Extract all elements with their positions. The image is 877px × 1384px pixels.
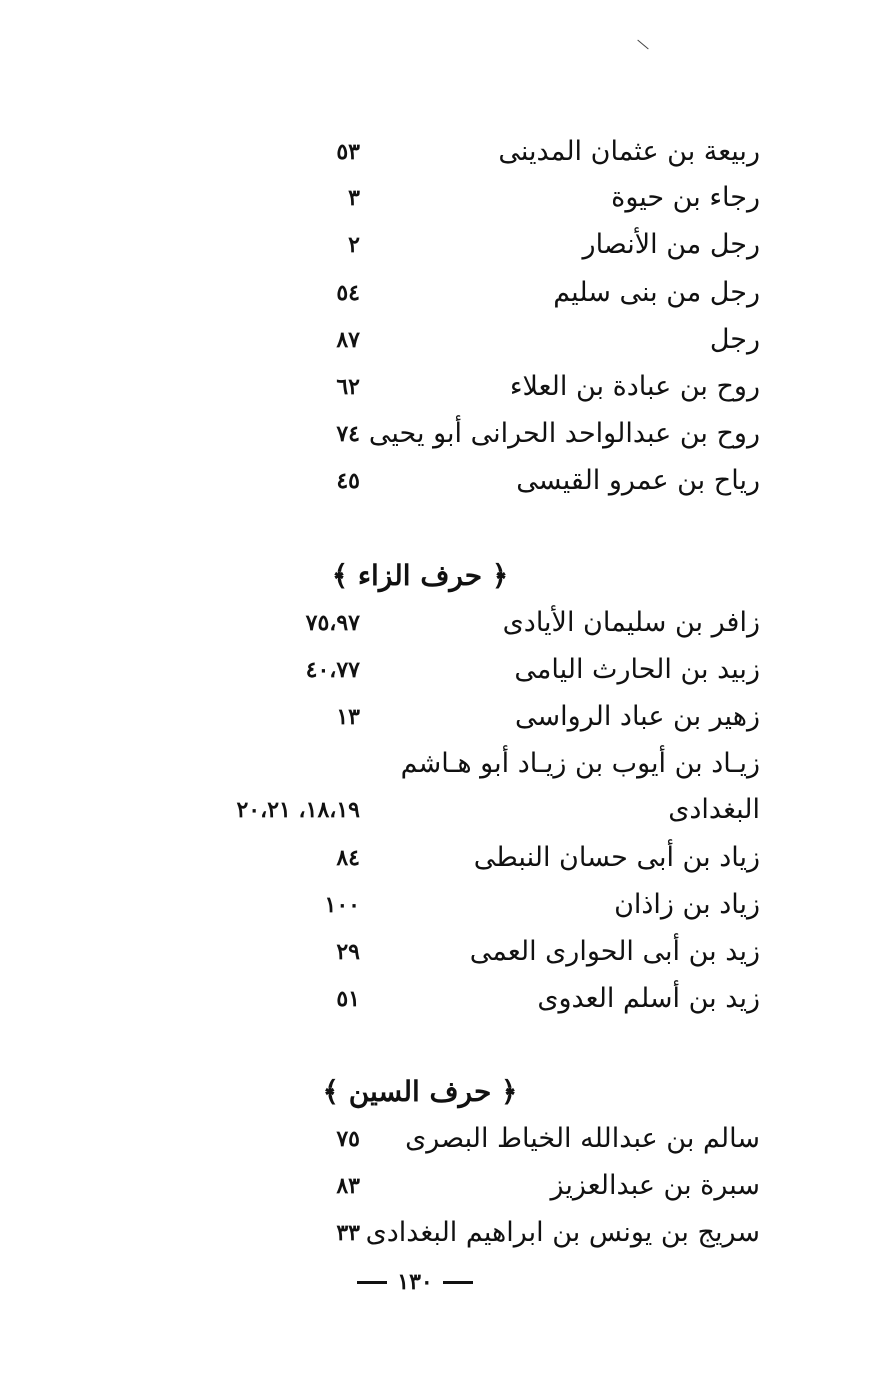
entry-pages: ٣٣ [336,1220,360,1246]
entry-name: زيد بن أبى الحوارى العمى [469,936,760,967]
index-entry [200,838,760,878]
entry-pages: ٨٤ [336,845,360,871]
index-entry [200,225,760,265]
index-entry [200,1213,760,1253]
entry-pages: ٤٠،٧٧ [305,657,360,683]
footer-dash-left [357,1281,387,1284]
index-entry [200,697,760,737]
index-entry [200,414,760,454]
entry-pages: ٥٣ [336,139,360,165]
entry-name: زبيد بن الحارث اليامى [514,654,760,685]
index-entry [200,1119,760,1159]
entry-pages: ٤٥ [336,468,360,494]
entry-name: زيد بن أسلم العدوى [537,983,760,1014]
entry-pages: ١٠٠ [324,892,360,918]
index-entry [200,132,760,172]
entry-pages: ٦٢ [336,374,360,400]
index-entry [200,790,760,830]
entry-pages: ٨٣ [336,1173,360,1199]
entry-name: زياد بن أبى حسان النبطى [473,842,760,873]
entry-pages: ٥٤ [336,280,360,306]
index-entry [200,320,760,360]
entry-pages: ٧٥ [336,1126,360,1152]
entry-name: روح بن عبادة بن العلاء [509,371,760,402]
entry-name: سبرة بن عبدالعزيز [550,1170,760,1201]
entry-name: رجل من بنى سليم [553,277,760,308]
entry-pages: ٢ [348,232,360,258]
entry-name: زافر بن سليمان الأيادى [502,607,760,638]
entry-pages: ٣ [348,185,360,211]
scan-mark [637,40,648,50]
entry-name: سريج بن يونس بن ابراهيم البغدادى [365,1217,760,1248]
index-entry [200,885,760,925]
entry-name: سالم بن عبدالله الخياط البصرى [405,1123,760,1154]
entry-name: زيـاد بن أيوب بن زيـاد أبو هـاشم [400,748,760,779]
index-entry [200,932,760,972]
entry-name: رجل من الأنصار [582,229,760,260]
entry-name: زياد بن زاذان [614,889,760,920]
index-entry [200,178,760,218]
entry-pages: ٢٩ [336,939,360,965]
entry-name: روح بن عبدالواحد الحرانى أبو يحيى [368,418,760,449]
entry-pages: ٧٤ [336,421,360,447]
entry-pages: ٨٧ [336,327,360,353]
section-heading-zay: ﴿ حرف الزاء ﴾ [331,559,509,592]
entry-pages: ١٨،١٩، ٢٠،٢١ [236,797,360,823]
index-entry [200,650,760,690]
entry-pages: ٧٥،٩٧ [305,610,360,636]
entry-name: البغدادى [668,794,760,825]
index-entry [200,979,760,1019]
entry-pages: ١٣ [336,704,360,730]
page-number-footer [350,1262,480,1302]
index-entry [200,744,760,784]
entry-name: رجاء بن حيوة [611,182,760,213]
entry-pages: ٥١ [336,986,360,1012]
footer-dash-right [443,1281,473,1284]
index-entry [200,603,760,643]
index-entry [200,367,760,407]
entry-name: رجل [709,324,760,355]
entry-name: زهير بن عباد الرواسى [515,701,760,732]
index-entry [200,1166,760,1206]
index-entry [200,273,760,313]
entry-name: رياح بن عمرو القيسى [516,465,760,496]
index-entry [200,461,760,501]
section-heading-sin: ﴿ حرف السين ﴾ [322,1075,518,1108]
entry-name: ربيعة بن عثمان المدينى [498,136,760,167]
page-number: ١٣٠ [397,1269,433,1295]
